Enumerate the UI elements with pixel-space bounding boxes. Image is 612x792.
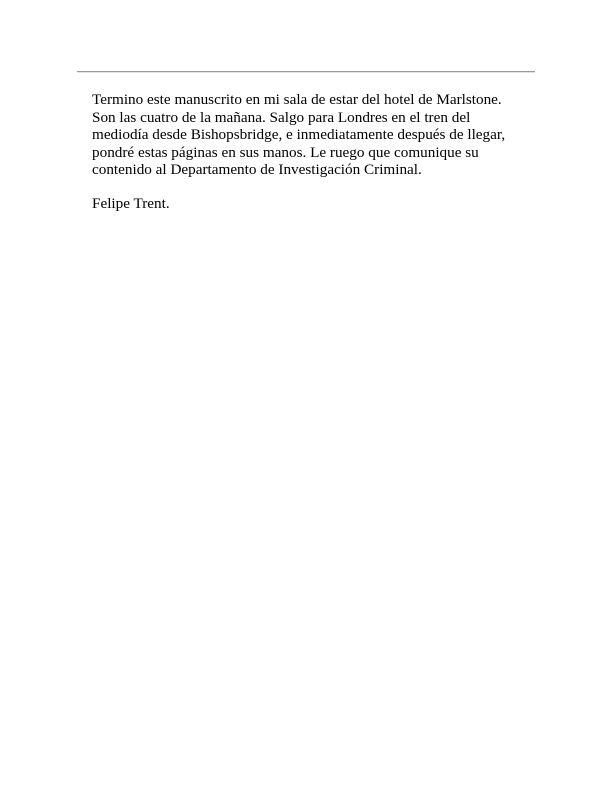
paragraph-line: contenido al Departamento de Investigación Criminal.	[92, 161, 422, 178]
signature-line: Felipe Trent.	[92, 194, 170, 212]
paragraph-line: pondré estas páginas en sus manos. Le ruego que comunique su	[92, 143, 479, 161]
document-body	[92, 91, 532, 212]
paragraph-line: mediodía desde Bishopsbridge, e inmediatamente después de llegar,	[92, 126, 506, 143]
paragraph	[92, 91, 532, 179]
horizontal-rule	[77, 71, 535, 73]
paragraph-spacer	[92, 179, 532, 195]
signature-paragraph	[92, 195, 532, 213]
paragraph-line: Termino este manuscrito en mi sala de estar del hotel de Marlstone.	[92, 91, 502, 108]
paragraph-line: Son las cuatro de la mañana. Salgo para Londres en el tren del	[92, 108, 471, 126]
